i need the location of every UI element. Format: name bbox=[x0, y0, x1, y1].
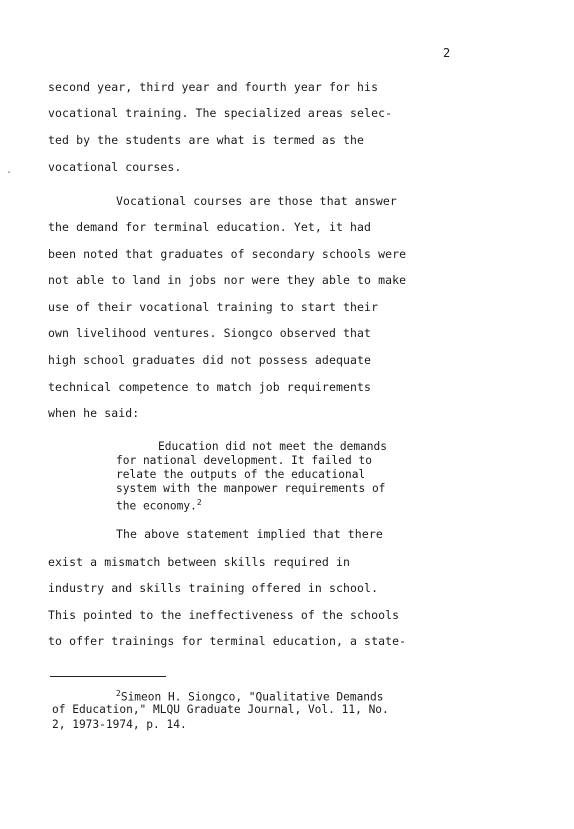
paragraph2-line: high school graduates did not possess adequate bbox=[48, 353, 372, 367]
footnote-line: 2, 1973-1974, p. 14. bbox=[52, 718, 187, 731]
paragraph3-line: This pointed to the ineffectiveness of the schools bbox=[48, 608, 400, 622]
quote-text: the economy. bbox=[116, 499, 197, 513]
paragraph2-line: use of their vocational training to start their bbox=[48, 300, 379, 314]
paragraph2-line: own livelihood ventures. Siongco observed that bbox=[48, 326, 372, 340]
paragraph2-line: the demand for terminal education. Yet, it had bbox=[48, 220, 372, 234]
footnote-text: Simeon H. Siongco, "Qualitative Demands bbox=[120, 690, 384, 704]
paragraph2-line: not able to land in jobs nor were they able to make bbox=[48, 273, 407, 287]
paragraph2-line: been noted that graduates of secondary schools were bbox=[48, 247, 407, 261]
paragraph3-line: to offer trainings for terminal education, a state- bbox=[48, 634, 407, 648]
paragraph1-line: ted by the students are what is termed as the bbox=[48, 133, 365, 147]
footnote-marker: 2 bbox=[116, 689, 121, 698]
paragraph3-line: The above statement implied that there bbox=[116, 527, 383, 541]
paragraph1-line: second year, third year and fourth year for his bbox=[48, 80, 379, 94]
paragraph2-line: Vocational courses are those that answer bbox=[116, 194, 397, 208]
paragraph2-line: technical competence to match job requirements bbox=[48, 380, 372, 394]
page-number: 2 bbox=[443, 46, 451, 60]
paragraph2-line: when he said: bbox=[48, 406, 140, 420]
footnote-line: of Education," MLQU Graduate Journal, Vol. 11, No. bbox=[52, 703, 389, 716]
paragraph1-line: vocational courses. bbox=[48, 160, 182, 174]
quote-line: relate the outputs of the educational bbox=[116, 468, 366, 481]
stray-mark: . bbox=[6, 165, 13, 176]
paragraph1-line: vocational training. The specialized areas selec- bbox=[48, 106, 393, 120]
quote-line-last bbox=[116, 496, 202, 514]
paragraph3-line: industry and skills training offered in school. bbox=[48, 581, 379, 595]
quote-line: system with the manpower requirements of bbox=[116, 482, 386, 495]
quote-line: Education did not meet the demands bbox=[158, 440, 388, 453]
paragraph3-line: exist a mismatch between skills required in bbox=[48, 555, 351, 569]
footnote-reference: 2 bbox=[196, 498, 202, 507]
footnote-rule bbox=[50, 676, 166, 677]
quote-line: for national development. It failed to bbox=[116, 454, 372, 467]
